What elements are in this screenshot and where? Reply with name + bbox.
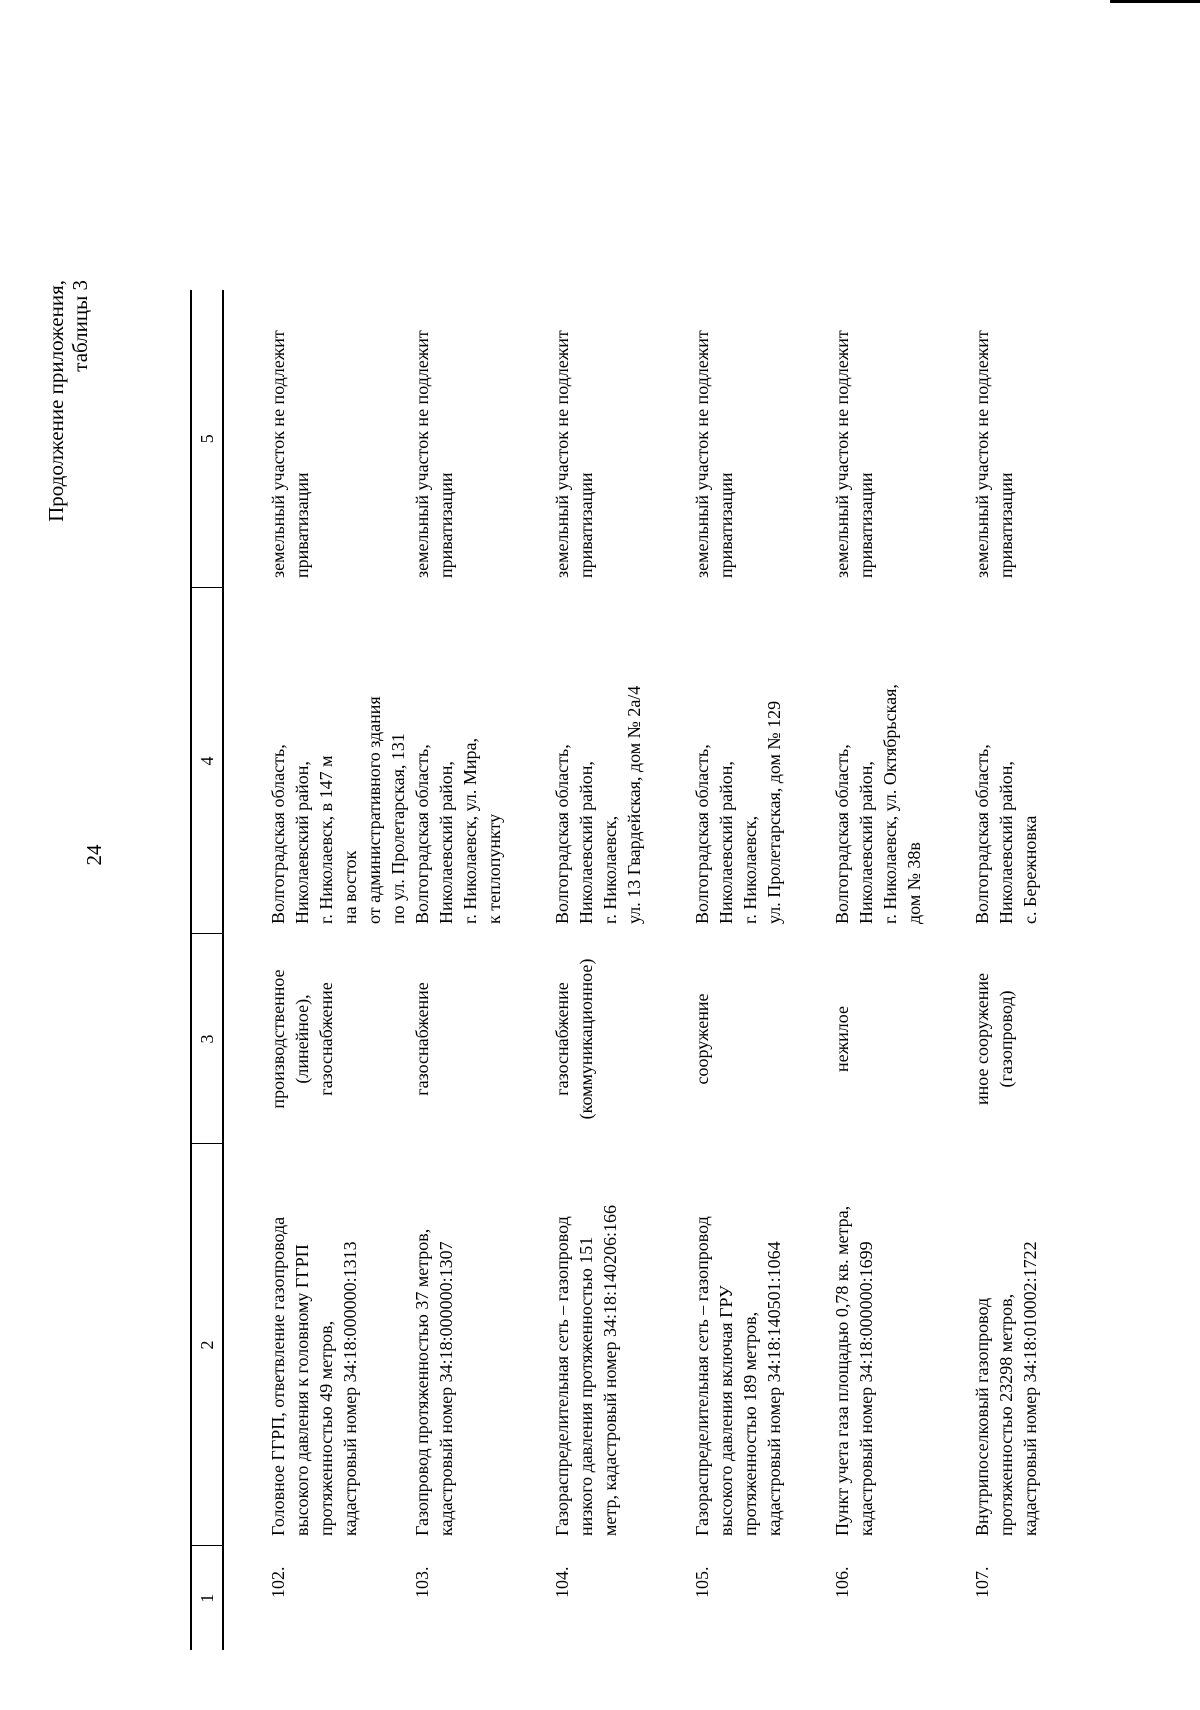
cell-text-line: газоснабжение [316,982,336,1096]
cell-text-line: кадастровый номер 34:18:010002:1722 [1020,1241,1040,1536]
object-name-cell [970,1144,1110,1546]
object-name-cell [690,1144,830,1546]
cell-text-line: ул. 13 Гвардейская, дом № 2а/4 [624,685,644,924]
cell-text-line: протяженностью 189 метров, [740,1311,760,1536]
table-row [223,290,410,1650]
cell-text-line: низкого давления протяженностью 151 [576,1236,596,1536]
object-name-cell [550,1144,690,1546]
column-header: 1 [191,1546,223,1650]
cell-text-line: к теплопункту [484,813,504,924]
cell-text-line: приватизации [856,472,876,578]
note-cell [830,290,970,588]
cell-text-line: на восток [340,850,360,924]
table-body [223,290,1110,1650]
cell-text-line: Газопровод протяженностью 37 метров, [412,1228,432,1536]
purpose-cell [550,934,690,1144]
cell-text-line: газоснабжение [412,982,432,1096]
cell-text-line: от административного здания [364,696,384,924]
cell-text-line: г. Николаевск, [740,815,760,924]
cell-text-line: кадастровый номер 34:18:000000:1313 [340,1241,360,1536]
cell-text-line: по ул. Пролетарская, 131 [388,733,408,924]
cell-text-line: приватизации [576,472,596,578]
cell-text-line: кадастровый номер 34:18:140501:1064 [764,1241,784,1536]
cell-text-line: Николаевский район, [576,761,596,924]
cell-text-line: приватизации [716,472,736,578]
cell-text-line: сооружение [692,993,712,1085]
row-number-cell: 106. [832,1566,852,1598]
page-number: 24 [82,844,106,866]
cell-text-line: Николаевский район, [292,761,312,924]
cell-text-line: с. Бережновка [1020,815,1040,924]
cell-text-line: Волгоградская область, [832,744,852,924]
note-cell [223,290,410,588]
cell-text-line: Внутрипоселковый газопровод [972,1297,992,1536]
row-number-cell: 105. [692,1566,712,1598]
cell-text-line: земельный участок не подлежит [692,330,712,578]
purpose-cell [690,934,830,1144]
address-cell [223,588,410,934]
cell-text-line: Волгоградская область, [692,744,712,924]
address-cell [970,588,1110,934]
cell-text-line: Пункт учета газа площадью 0,78 кв. метра, [832,1205,852,1536]
cell-text-line: г. Николаевск, [600,815,620,924]
cell-text-line: приватизации [292,472,312,578]
address-cell [410,588,550,934]
cell-text-line: кадастровый номер 34:18:000000:1699 [856,1241,876,1536]
cell-text-line: ул. Пролетарская, дом № 129 [764,700,784,924]
cell-text-line: земельный участок не подлежит [412,330,432,578]
row-number-cell: 107. [972,1566,992,1598]
cell-text-line: Головное ГГРП, ответвление газопровода [268,1216,288,1536]
cell-text-line: Николаевский район, [436,761,456,924]
cell-text-line: высокого давления к головному ГГРП [292,1244,312,1536]
cell-text-line: (газопровод) [996,990,1016,1088]
continuation-note [44,280,92,700]
object-name-cell [830,1144,970,1546]
cell-text-line: Николаевский район, [856,761,876,924]
cell-text-line: г. Николаевск, ул. Октябрьская, [880,684,900,924]
row-number-cell: 104. [552,1566,572,1598]
header-row [191,290,223,1650]
continuation-note-line: таблицы 3 [68,280,92,372]
column-header: 3 [191,934,223,1144]
cell-text-line: метр, кадастровый номер 34:18:140206:166 [600,1204,620,1536]
note-cell [410,290,550,588]
property-table [190,290,1110,1650]
cell-text-line: земельный участок не подлежит [552,330,572,578]
cell-text-line: земельный участок не подлежит [832,330,852,578]
purpose-cell [410,934,550,1144]
table-row [830,290,970,1650]
column-header: 2 [191,1144,223,1546]
object-name-cell [410,1144,550,1546]
note-cell [550,290,690,588]
note-cell [690,290,830,588]
cell-text-line: Волгоградская область, [972,744,992,924]
address-cell [830,588,970,934]
cell-text-line: приватизации [996,472,1016,578]
cell-text-line: нежилое [832,1006,852,1072]
cell-text-line: г. Николаевск, в 147 м [316,755,336,924]
column-header: 5 [191,290,223,588]
cell-text-line: кадастровый номер 34:18:000000:1307 [436,1241,456,1536]
cell-text-line: Волгоградская область, [412,744,432,924]
cell-text-line: земельный участок не подлежит [268,330,288,578]
cell-text-line: высокого давления включая ГРУ [716,1285,736,1536]
cell-text-line: производственное [268,969,288,1109]
column-header: 4 [191,588,223,934]
row-number-cell: 102. [268,1566,288,1598]
cell-text-line: протяженностью 49 метров, [316,1320,336,1536]
cell-text-line: Волгоградская область, [268,744,288,924]
row-number-cell: 103. [412,1566,432,1598]
cell-text-line: г. Николаевск, ул. Мира, [460,738,480,924]
table-row [550,290,690,1650]
cell-text-line: Газораспределительная сеть – газопровод [692,1216,712,1536]
address-cell [550,588,690,934]
cell-text-line: дом № 38в [904,842,924,924]
object-name-cell [223,1144,410,1546]
continuation-note-line: Продолжение приложения, [44,280,68,522]
cell-text-line: приватизации [436,472,456,578]
cell-text-line: газоснабжение [552,982,572,1096]
purpose-cell [970,934,1110,1144]
cell-text-line: Волгоградская область, [552,744,572,924]
cell-text-line: протяженностью 23298 метров, [996,1293,1016,1536]
cell-text-line: Николаевский район, [996,761,1016,924]
cell-text-line: (коммуникационное) [576,958,596,1120]
table-row [690,290,830,1650]
purpose-cell [223,934,410,1144]
cell-text-line: Николаевский район, [716,761,736,924]
address-cell [690,588,830,934]
cell-text-line: иное сооружение [972,973,992,1105]
table-row [410,290,550,1650]
cell-text-line: (линейное), [292,994,312,1084]
purpose-cell [830,934,970,1144]
table-row [970,290,1110,1650]
cell-text-line: земельный участок не подлежит [972,330,992,578]
cell-text-line: Газораспределительная сеть – газопровод [552,1216,572,1536]
note-cell [970,290,1110,588]
